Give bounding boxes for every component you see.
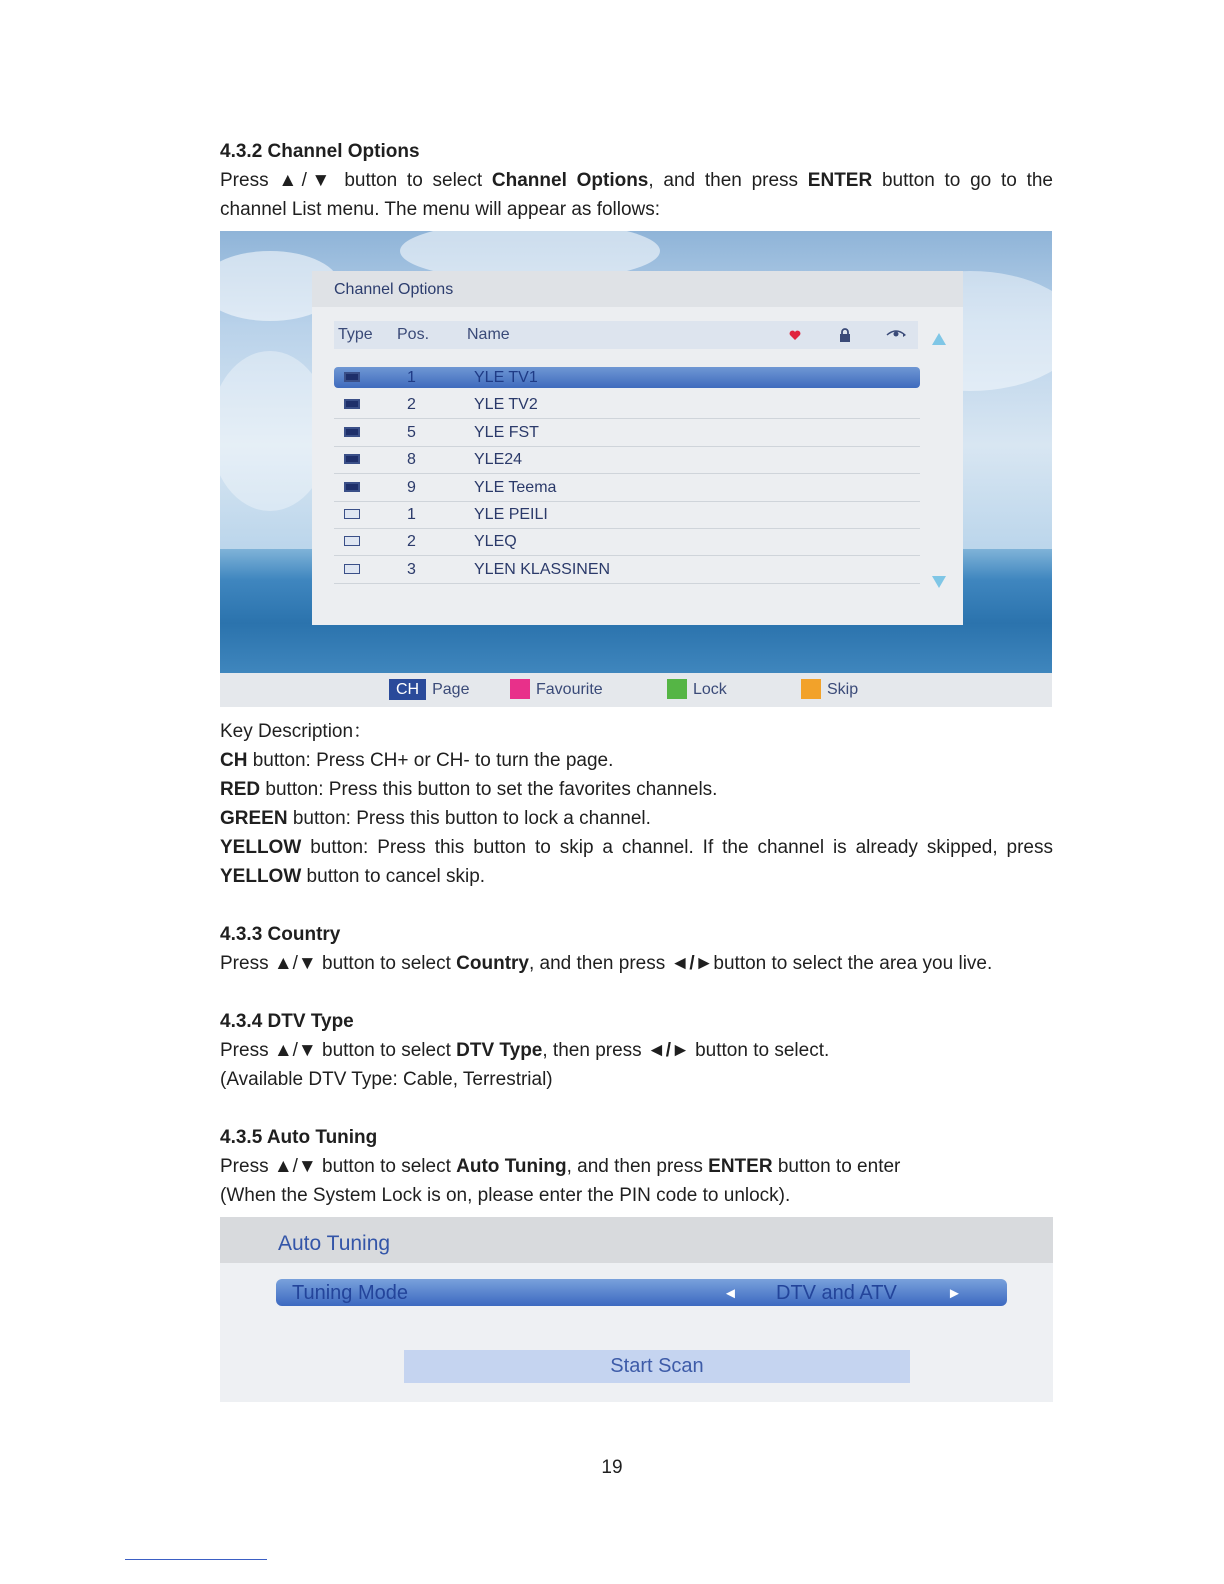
- green-key-swatch: [667, 679, 687, 699]
- tv-channel-icon: [344, 427, 360, 437]
- bold-text: ENTER: [807, 170, 873, 191]
- key-description-ch: [220, 746, 613, 775]
- channel-row[interactable]: [334, 474, 920, 502]
- channel-position: 1: [407, 506, 416, 523]
- channel-options-intro-line2: channel List menu. The menu will appear as follows:: [220, 199, 661, 220]
- channel-options-screenshot: [220, 231, 1052, 707]
- start-scan-button[interactable]: Start Scan: [404, 1350, 910, 1383]
- text: Press ▲/▼ button to select: [220, 170, 492, 191]
- text: Press ▲/▼ button to select: [220, 1156, 457, 1177]
- bold-text: ENTER: [708, 1156, 773, 1177]
- text: , and then press: [648, 170, 808, 191]
- section-heading-channel-options: 4.3.2 Channel Options: [220, 141, 420, 162]
- channel-position: 3: [407, 560, 416, 578]
- text: button: Press this button to lock a channel.: [287, 808, 651, 829]
- tv-channel-icon: [344, 399, 360, 409]
- channel-list-header: [334, 321, 918, 349]
- tv-channel-icon: [344, 454, 360, 464]
- legend-lock: [667, 673, 727, 707]
- legend-label: Skip: [827, 681, 859, 698]
- legend-label: Lock: [693, 681, 727, 698]
- auto-tuning-title-bar: [220, 1217, 1053, 1263]
- text: button to go to the: [872, 170, 1053, 191]
- channel-position: 2: [407, 533, 416, 551]
- channel-name: YLE FST: [474, 423, 539, 441]
- channel-name: YLE TV1: [474, 369, 538, 386]
- legend-label: Favourite: [536, 681, 603, 698]
- bold-text: YELLOW: [220, 837, 302, 858]
- channel-row[interactable]: [334, 446, 920, 474]
- text: button: Press CH+ or CH- to turn the page.: [247, 750, 614, 771]
- legend-skip: [801, 673, 858, 707]
- text: , then press: [542, 1040, 647, 1061]
- panel-title-text: Channel Options: [334, 281, 454, 298]
- tv-channel-icon: [344, 482, 360, 492]
- column-pos: Pos.: [397, 326, 430, 343]
- dtv-type-available: (Available DTV Type: Cable, Terrestrial): [220, 1069, 553, 1090]
- text: button to select the area you live.: [713, 953, 993, 974]
- right-arrow-icon[interactable]: ►: [947, 1285, 962, 1302]
- channel-position: 9: [407, 478, 416, 496]
- dtv-type-instructions: [220, 1036, 829, 1065]
- radio-channel-icon: [344, 509, 360, 519]
- skip-icon: [885, 329, 907, 339]
- channel-position: 8: [407, 451, 416, 469]
- country-instructions: [220, 949, 992, 978]
- channel-position: 5: [407, 423, 416, 441]
- channel-name: YLE TV2: [474, 396, 538, 414]
- channel-options-panel: [312, 271, 963, 625]
- channel-row[interactable]: [334, 419, 920, 447]
- bold-text: YELLOW: [220, 866, 302, 887]
- channel-row[interactable]: [334, 556, 920, 584]
- channel-name: YLEN KLASSINEN: [474, 560, 611, 578]
- panel-title: [312, 271, 963, 307]
- channel-name: YLEQ: [474, 533, 517, 551]
- footnote-rule: [125, 1559, 267, 1560]
- radio-channel-icon: [344, 536, 360, 546]
- text: button: Press this button to set the favorites channels.: [260, 779, 718, 800]
- channel-row[interactable]: [334, 501, 920, 529]
- bold-text: RED: [220, 779, 261, 800]
- red-key-swatch: [510, 679, 530, 699]
- text: button to select.: [689, 1040, 830, 1061]
- column-type: Type: [338, 326, 373, 343]
- text: button to cancel skip.: [301, 866, 486, 887]
- channel-row[interactable]: [334, 528, 920, 556]
- yellow-key-swatch: [801, 679, 821, 699]
- lock-icon: [839, 328, 851, 342]
- scroll-up-icon[interactable]: [932, 333, 946, 345]
- bold-text: Channel Options: [491, 170, 649, 191]
- text: Press ▲/▼ button to select: [220, 1040, 457, 1061]
- left-arrow-icon[interactable]: ◄: [723, 1285, 738, 1302]
- key-description-green: [220, 804, 651, 833]
- key-description-heading: Key Description：: [220, 721, 373, 742]
- scroll-down-icon[interactable]: [932, 576, 946, 588]
- channel-row[interactable]: [334, 391, 920, 419]
- auto-tuning-screenshot: [220, 1217, 1053, 1402]
- tv-channel-icon: [344, 372, 360, 382]
- key-description-yellow-cancel: [220, 862, 485, 891]
- bold-text: Country: [456, 953, 529, 974]
- section-heading-auto-tuning: 4.3.5 Auto Tuning: [220, 1127, 378, 1148]
- channel-position: 2: [407, 396, 416, 414]
- legend-ch-page: [389, 673, 469, 707]
- bold-text: DTV Type: [456, 1040, 543, 1061]
- channel-row[interactable]: [334, 367, 920, 388]
- tuning-mode-label: Tuning Mode: [292, 1282, 408, 1304]
- auto-tuning-pin-note: (When the System Lock is on, please enter the PIN code to unlock).: [220, 1185, 791, 1206]
- bold-text: CH: [220, 750, 248, 771]
- auto-tuning-instructions: [220, 1152, 900, 1181]
- text: , and then press: [566, 1156, 709, 1177]
- tuning-mode-selector[interactable]: [276, 1279, 1007, 1306]
- text: Press ▲/▼ button to select: [220, 953, 457, 974]
- key-description-red: [220, 775, 717, 804]
- bold-text: ◄/►: [670, 953, 714, 974]
- legend-label: Page: [432, 681, 470, 698]
- text: button to enter: [772, 1156, 901, 1177]
- section-heading-country: 4.3.3 Country: [220, 924, 341, 945]
- column-name: Name: [467, 326, 510, 343]
- bold-text: GREEN: [220, 808, 288, 829]
- channel-position: 1: [407, 369, 416, 386]
- text: button: Press this button to skip a channel. If the channel is already skipped, press: [301, 837, 1053, 858]
- channel-name: YLE Teema: [474, 478, 557, 496]
- heart-icon: [789, 330, 801, 341]
- auto-tuning-title: Auto Tuning: [278, 1232, 391, 1255]
- channel-name: YLE PEILI: [474, 506, 548, 523]
- tuning-mode-value: DTV and ATV: [776, 1282, 897, 1304]
- bold-text: ◄/►: [646, 1040, 690, 1061]
- channel-name: YLE24: [474, 451, 523, 469]
- channel-options-intro-line1: [220, 166, 1053, 195]
- bold-text: Auto Tuning: [456, 1156, 567, 1177]
- page-number: 19: [601, 1457, 623, 1478]
- text: , and then press: [528, 953, 671, 974]
- color-key-legend-bar: [220, 673, 1052, 707]
- legend-favourite: [510, 673, 603, 707]
- ch-key: CH: [389, 679, 426, 700]
- section-heading-dtv-type: 4.3.4 DTV Type: [220, 1011, 354, 1032]
- radio-channel-icon: [344, 564, 360, 574]
- key-description-yellow: [220, 833, 1053, 862]
